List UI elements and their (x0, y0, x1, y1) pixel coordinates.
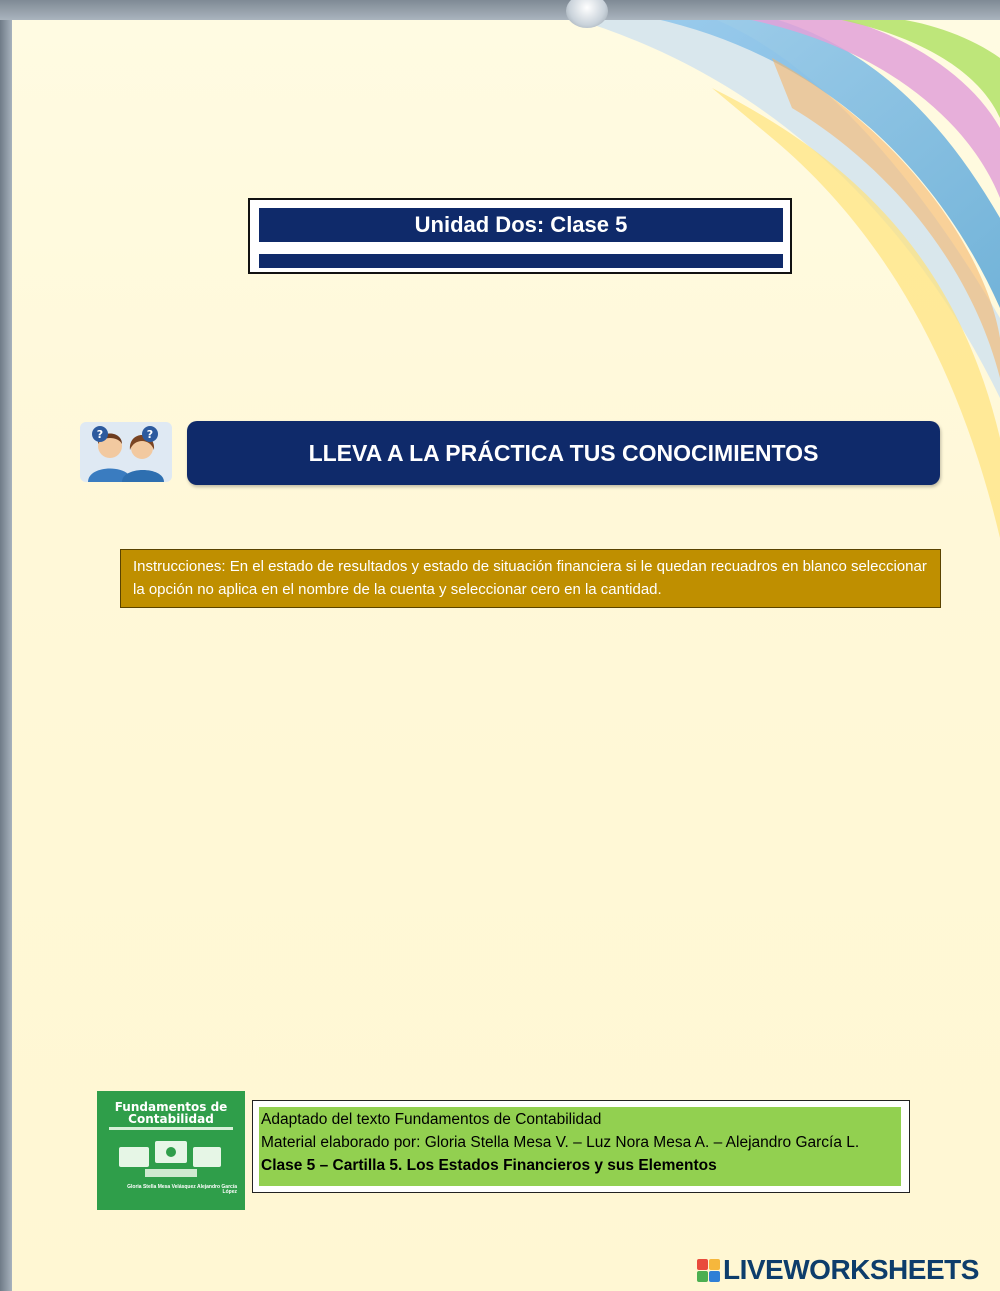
title-box (248, 198, 792, 274)
book-cover-title-line1: Fundamentos de (114, 1100, 228, 1114)
book-cover-illustration (115, 1137, 227, 1181)
section-banner: LLEVA A LA PRÁCTICA TUS CONOCIMIENTOS (187, 421, 940, 485)
logo-square-l (697, 1259, 708, 1270)
credit-line-authors: Material elaborado por: Gloria Stella Mesa V. – Luz Nora Mesa A. – Alejandro García L. (261, 1134, 860, 1151)
svg-text:?: ? (146, 428, 154, 441)
page-edge-left (0, 0, 12, 1291)
credit-line-source: Adaptado del texto Fundamentos de Contabilidad (261, 1111, 602, 1128)
book-cover-subtitle-bar (109, 1127, 233, 1130)
title-underline-bar (259, 254, 783, 268)
liveworksheets-logo-icon (697, 1259, 720, 1282)
book-cover-title (97, 1101, 245, 1125)
credits-inner (259, 1107, 901, 1186)
page-title: Unidad Dos: Clase 5 (259, 208, 783, 242)
instructions-box: Instrucciones: En el estado de resultados y estado de situación financiera si le quedan recuadros en blanco seleccionar la opción no aplica en el nombre de la cuenta y seleccionar cero en la cantidad. (120, 549, 941, 608)
logo-square-i (709, 1259, 720, 1270)
logo-square-v (697, 1271, 708, 1282)
book-cover-authors: Gloria Stella Mesa Velásquez Alejandro García López (127, 1184, 237, 1195)
svg-text:?: ? (96, 428, 104, 441)
credits-box (252, 1100, 910, 1193)
page-edge-top (0, 0, 1000, 20)
logo-square-e (709, 1271, 720, 1282)
liveworksheets-logo-text: LIVEWORKSHEETS (723, 1254, 979, 1285)
credit-line-class: Clase 5 – Cartilla 5. Los Estados Financieros y sus Elementos (261, 1157, 717, 1174)
book-cover-title-line2: Contabilidad (128, 1112, 214, 1126)
liveworksheets-logo[interactable] (697, 1255, 979, 1285)
people-question-icon (80, 422, 172, 482)
book-cover-image (97, 1091, 245, 1210)
